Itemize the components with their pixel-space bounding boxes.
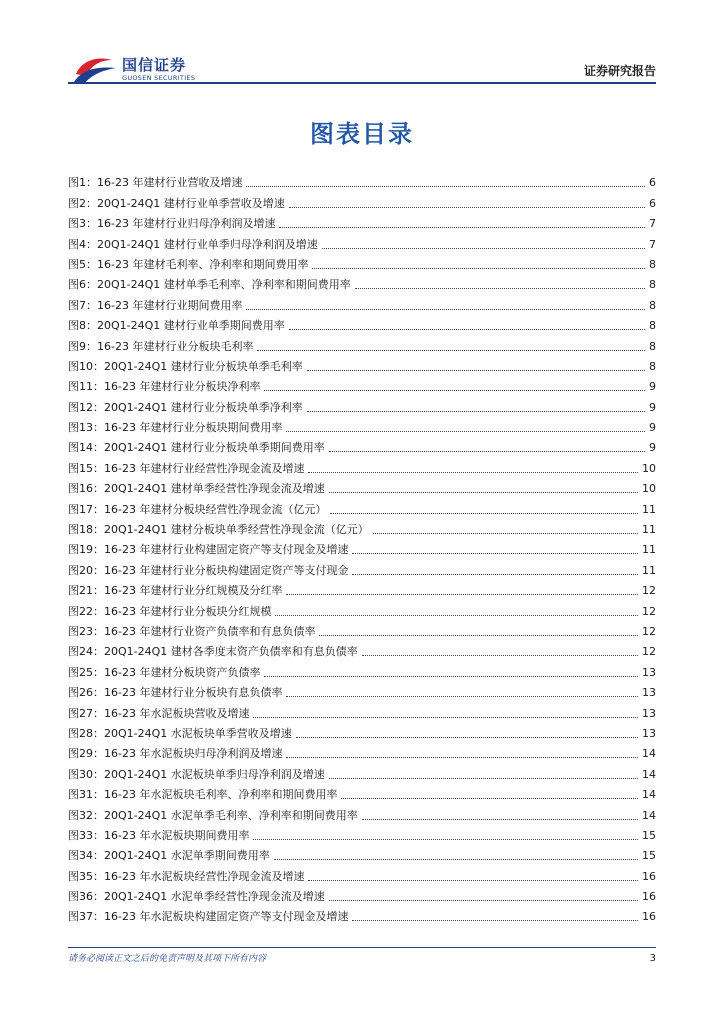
toc-entry[interactable] (68, 333, 656, 353)
toc-dot-leader (264, 390, 645, 391)
toc-figure-label: 图19： (68, 543, 104, 557)
toc-dot-leader (279, 227, 645, 228)
logo-english-name: GUOSEN SECURITIES (122, 74, 196, 82)
toc-figure-label: 图35： (68, 869, 104, 883)
toc-figure-title: 16-23 年建材行业分板块期间费用率 (104, 421, 283, 435)
toc-figure-title: 20Q1-24Q1 建材行业分板块单季期间费用率 (104, 441, 325, 455)
toc-entry[interactable] (68, 394, 656, 414)
toc-figure-title: 16-23 年建材行业资产负债率和有息负债率 (104, 624, 316, 638)
toc-entry[interactable] (68, 354, 656, 374)
toc-figure-title: 20Q1-24Q1 水泥单季毛利率、净利率和期间费用率 (104, 808, 358, 822)
toc-page-number: 7 (649, 237, 656, 251)
toc-dot-leader (264, 676, 638, 677)
toc-figure-label: 图23： (68, 624, 104, 638)
toc-entry[interactable] (68, 823, 656, 843)
logo-chinese-name: 国信证券 (122, 56, 187, 74)
toc-page-number: 11 (642, 502, 656, 516)
toc-figure-label: 图14： (68, 441, 104, 455)
toc-page-number: 13 (642, 686, 656, 700)
toc-entry[interactable] (68, 517, 656, 537)
toc-dot-leader (246, 186, 645, 187)
toc-figure-label: 图6： (68, 278, 97, 292)
toc-dot-leader (307, 370, 645, 371)
toc-dot-leader (296, 737, 638, 738)
toc-page-number: 9 (649, 441, 656, 455)
toc-figure-label: 图32： (68, 808, 104, 822)
toc-dot-leader (319, 635, 638, 636)
toc-figure-label: 图31： (68, 788, 104, 802)
toc-page-number: 14 (642, 767, 656, 781)
header-divider (68, 82, 656, 84)
toc-page-number: 13 (642, 665, 656, 679)
toc-entry[interactable] (68, 170, 656, 190)
toc-entry[interactable] (68, 904, 656, 924)
toc-entry[interactable] (68, 843, 656, 863)
footer-divider (68, 947, 656, 948)
toc-entry[interactable] (68, 700, 656, 720)
toc-page-number: 12 (642, 604, 656, 618)
toc-page-number: 8 (649, 257, 656, 271)
toc-figure-title: 16-23 年建材行业分板块分红规模 (104, 604, 272, 618)
toc-figure-label: 图10： (68, 359, 104, 373)
toc-dot-leader (253, 717, 638, 718)
toc-figure-label: 图26： (68, 686, 104, 700)
toc-figure-label: 图24： (68, 645, 104, 659)
toc-figure-title: 20Q1-24Q1 建材各季度末资产负债率和有息负债率 (104, 645, 358, 659)
toc-dot-leader (286, 431, 645, 432)
toc-entry[interactable] (68, 476, 656, 496)
toc-entry[interactable] (68, 619, 656, 639)
toc-figure-label: 图2： (68, 196, 97, 210)
toc-figure-label: 图36： (68, 890, 104, 904)
toc-figure-title: 20Q1-24Q1 水泥板块单季营收及增速 (104, 726, 292, 740)
toc-entry[interactable] (68, 659, 656, 679)
company-logo (72, 52, 232, 86)
toc-figure-label: 图15： (68, 461, 104, 475)
toc-dot-leader (246, 309, 645, 310)
toc-page-number: 6 (649, 196, 656, 210)
figure-table-of-contents (68, 170, 656, 924)
toc-figure-label: 图1： (68, 176, 97, 190)
toc-page-number: 8 (649, 298, 656, 312)
toc-page-number: 8 (649, 319, 656, 333)
toc-figure-title: 16-23 年水泥板块营收及增速 (104, 706, 250, 720)
toc-dot-leader (275, 615, 638, 616)
toc-dot-leader (289, 329, 645, 330)
toc-dot-leader (329, 900, 638, 901)
toc-figure-title: 16-23 年建材行业分板块净利率 (104, 380, 261, 394)
toc-figure-label: 图33： (68, 828, 104, 842)
toc-figure-label: 图7： (68, 298, 97, 312)
toc-figure-label: 图20： (68, 563, 104, 577)
toc-figure-label: 图9： (68, 339, 97, 353)
toc-dot-leader (286, 696, 638, 697)
toc-entry[interactable] (68, 252, 656, 272)
toc-page-number: 9 (649, 421, 656, 435)
toc-figure-title: 20Q1-24Q1 建材行业分板块单季净利率 (104, 400, 303, 414)
toc-entry[interactable] (68, 884, 656, 904)
toc-figure-label: 图28： (68, 726, 104, 740)
toc-dot-leader (329, 778, 638, 779)
toc-entry[interactable] (68, 537, 656, 557)
toc-entry[interactable] (68, 578, 656, 598)
toc-page-number: 6 (649, 176, 656, 190)
toc-entry[interactable] (68, 741, 656, 761)
toc-page-number: 8 (649, 359, 656, 373)
report-type-label: 证券研究报告 (583, 64, 656, 78)
toc-figure-title: 16-23 年建材行业经营性净现金流及增速 (104, 461, 305, 475)
toc-figure-label: 图16： (68, 482, 104, 496)
toc-page-number: 12 (642, 584, 656, 598)
toc-dot-leader (257, 350, 645, 351)
toc-figure-title: 16-23 年建材行业分板块有息负债率 (104, 686, 283, 700)
toc-entry[interactable] (68, 863, 656, 883)
toc-dot-leader (286, 757, 638, 758)
toc-dot-leader (308, 472, 638, 473)
toc-figure-label: 图4： (68, 237, 97, 251)
toc-figure-title: 16-23 年水泥板块期间费用率 (104, 828, 250, 842)
toc-entry[interactable] (68, 292, 656, 312)
toc-page-number: 14 (642, 788, 656, 802)
toc-entry[interactable] (68, 231, 656, 251)
toc-dot-leader (322, 248, 645, 249)
toc-dot-leader (352, 920, 638, 921)
toc-dot-leader (352, 574, 638, 575)
toc-figure-title: 20Q1-24Q1 建材单季经营性净现金流及增速 (104, 482, 325, 496)
toc-page-number: 8 (649, 278, 656, 292)
toc-figure-label: 图18： (68, 523, 104, 537)
toc-page-number: 11 (642, 543, 656, 557)
toc-figure-title: 16-23 年水泥板块归母净利润及增速 (104, 747, 283, 761)
toc-entry[interactable] (68, 374, 656, 394)
toc-page-number: 11 (642, 523, 656, 537)
toc-figure-label: 图37： (68, 910, 104, 924)
toc-figure-label: 图21： (68, 584, 104, 598)
toc-entry[interactable] (68, 721, 656, 741)
toc-figure-title: 16-23 年建材行业分板块毛利率 (97, 339, 254, 353)
toc-entry[interactable] (68, 415, 656, 435)
toc-entry[interactable] (68, 313, 656, 333)
toc-entry[interactable] (68, 435, 656, 455)
page-title: 图表目录 (310, 120, 414, 148)
toc-dot-leader (330, 513, 638, 514)
toc-dot-leader (312, 268, 645, 269)
toc-dot-leader (329, 492, 638, 493)
toc-figure-label: 图34： (68, 849, 104, 863)
toc-figure-title: 20Q1-24Q1 建材单季毛利率、净利率和期间费用率 (97, 278, 351, 292)
toc-page-number: 14 (642, 808, 656, 822)
toc-page-number: 13 (642, 706, 656, 720)
toc-dot-leader (362, 655, 638, 656)
toc-page-number: 15 (642, 849, 656, 863)
toc-figure-title: 16-23 年建材行业分板块构建固定资产等支付现金 (104, 563, 349, 577)
toc-page-number: 12 (642, 645, 656, 659)
toc-figure-label: 图3： (68, 217, 97, 231)
toc-entry[interactable] (68, 680, 656, 700)
toc-entry[interactable] (68, 761, 656, 781)
toc-page-number: 8 (649, 339, 656, 353)
toc-figure-title: 16-23 年建材行业构建固定资产等支付现金及增速 (104, 543, 349, 557)
toc-entry[interactable] (68, 455, 656, 475)
toc-figure-label: 图13： (68, 421, 104, 435)
page-header (0, 0, 724, 90)
toc-page-number: 11 (642, 563, 656, 577)
toc-figure-label: 图25： (68, 665, 104, 679)
toc-dot-leader (362, 819, 638, 820)
toc-page-number: 10 (642, 461, 656, 475)
toc-page-number: 13 (642, 726, 656, 740)
toc-entry[interactable] (68, 190, 656, 210)
page-number: 3 (649, 953, 656, 964)
toc-figure-title: 20Q1-24Q1 水泥板块单季归母净利润及增速 (104, 767, 325, 781)
toc-figure-title: 16-23 年建材毛利率、净利率和期间费用率 (97, 257, 309, 271)
toc-figure-title: 16-23 年建材分板块经营性净现金流（亿元） (104, 502, 327, 516)
toc-figure-label: 图12： (68, 400, 104, 414)
toc-figure-title: 16-23 年建材分板块资产负债率 (104, 665, 261, 679)
toc-dot-leader (289, 207, 645, 208)
toc-dot-leader (373, 533, 638, 534)
toc-page-number: 16 (642, 869, 656, 883)
toc-entry[interactable] (68, 211, 656, 231)
toc-figure-label: 图29： (68, 747, 104, 761)
toc-figure-title: 20Q1-24Q1 水泥单季经营性净现金流及增速 (104, 890, 325, 904)
toc-entry[interactable] (68, 782, 656, 802)
toc-entry[interactable] (68, 272, 656, 292)
toc-figure-title: 16-23 年水泥板块构建固定资产等支付现金及增速 (104, 910, 349, 924)
toc-page-number: 10 (642, 482, 656, 496)
toc-figure-title: 16-23 年建材行业分红规模及分红率 (104, 584, 283, 598)
toc-dot-leader (329, 451, 645, 452)
toc-page-number: 12 (642, 624, 656, 638)
toc-figure-title: 20Q1-24Q1 建材行业单季期间费用率 (97, 319, 285, 333)
toc-figure-title: 16-23 年建材行业期间费用率 (97, 298, 243, 312)
toc-figure-label: 图22： (68, 604, 104, 618)
toc-page-number: 16 (642, 910, 656, 924)
toc-dot-leader (341, 798, 638, 799)
toc-dot-leader (286, 594, 638, 595)
toc-page-number: 9 (649, 380, 656, 394)
toc-figure-label: 图30： (68, 767, 104, 781)
toc-entry[interactable] (68, 496, 656, 516)
toc-dot-leader (307, 411, 645, 412)
toc-figure-title: 20Q1-24Q1 建材分板块单季经营性净现金流（亿元） (104, 523, 369, 537)
toc-entry[interactable] (68, 598, 656, 618)
toc-figure-label: 图11： (68, 380, 104, 394)
toc-page-number: 15 (642, 828, 656, 842)
toc-figure-label: 图27： (68, 706, 104, 720)
toc-figure-title: 20Q1-24Q1 建材行业单季营收及增速 (97, 196, 285, 210)
footer-disclaimer: 请务必阅读正文之后的免责声明及其项下所有内容 (68, 954, 267, 964)
toc-page-number: 9 (649, 400, 656, 414)
toc-figure-title: 16-23 年水泥板块经营性净现金流及增速 (104, 869, 305, 883)
toc-figure-title: 16-23 年建材行业营收及增速 (97, 176, 243, 190)
toc-figure-label: 图5： (68, 257, 97, 271)
toc-dot-leader (352, 553, 638, 554)
toc-entry[interactable] (68, 557, 656, 577)
toc-entry[interactable] (68, 639, 656, 659)
toc-figure-title: 20Q1-24Q1 建材行业单季归母净利润及增速 (97, 237, 318, 251)
toc-figure-title: 16-23 年建材行业归母净利润及增速 (97, 217, 276, 231)
toc-dot-leader (355, 288, 645, 289)
toc-figure-title: 16-23 年水泥板块毛利率、净利率和期间费用率 (104, 788, 338, 802)
guosen-logo-icon (72, 52, 118, 86)
toc-page-number: 7 (649, 217, 656, 231)
toc-figure-title: 20Q1-24Q1 水泥单季期间费用率 (104, 849, 270, 863)
toc-dot-leader (253, 839, 638, 840)
toc-entry[interactable] (68, 802, 656, 822)
toc-figure-title: 20Q1-24Q1 建材行业分板块单季毛利率 (104, 359, 303, 373)
toc-dot-leader (308, 880, 638, 881)
toc-page-number: 16 (642, 890, 656, 904)
toc-page-number: 14 (642, 747, 656, 761)
toc-dot-leader (274, 859, 638, 860)
toc-figure-label: 图8： (68, 319, 97, 333)
toc-figure-label: 图17： (68, 502, 104, 516)
